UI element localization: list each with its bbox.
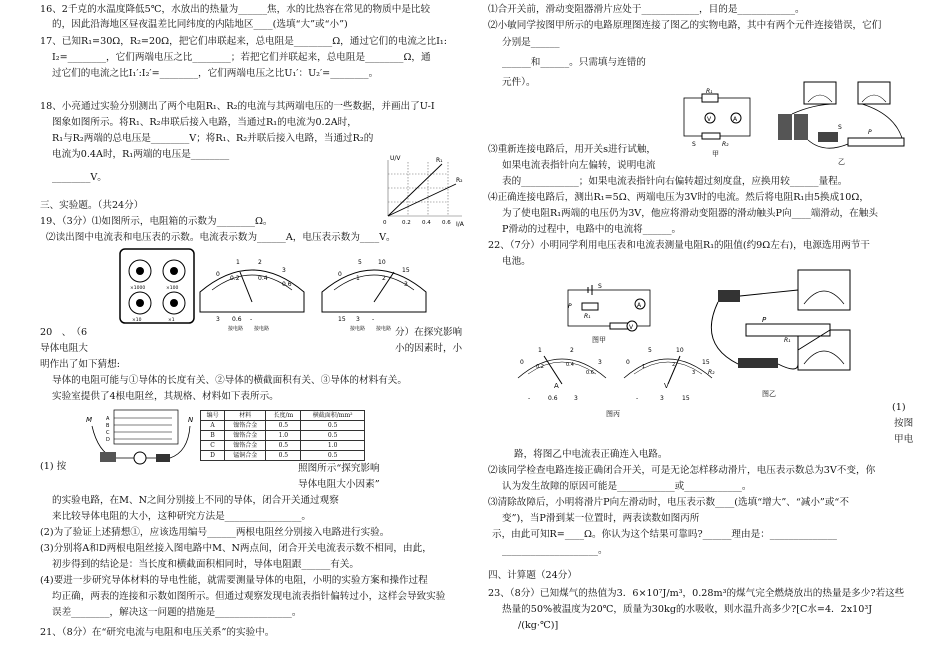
- bing-a-scale-3: 3: [598, 359, 602, 366]
- q20-1-line1: (1) 按: [40, 461, 67, 472]
- ui-tick-3: 0.6: [442, 220, 451, 226]
- wire-label-b: B: [106, 423, 110, 429]
- q20-line3: 明作出了如下猜想:: [40, 359, 120, 370]
- ui-tick-1: 0.2: [402, 220, 411, 226]
- q21-2-line4: 元件）。: [502, 77, 536, 88]
- voltmeter-scale-5: 5: [358, 259, 362, 266]
- q20-2: (2)为了验证上述猜想①，应该选用编号______两根电阻丝分别接入电路进行实验。: [40, 527, 390, 538]
- q22-2-line1: ⑵该同学检查电路连接正确闭合开关，可是无论怎样移动滑片，电压表示数总为3V不变，你: [488, 465, 876, 476]
- table-cell: 镍铬合金: [225, 431, 266, 441]
- jia-a: A: [733, 116, 738, 123]
- table-cell: B: [201, 431, 225, 441]
- q20-1-line2: 的实验电路，在M、N之间分别接上不同的导体，闭合开关通过观察: [52, 495, 339, 506]
- voltmeter-scale-0: 0: [338, 271, 342, 278]
- bing-v-post-3: 3: [660, 395, 664, 402]
- ammeter-scale-3: 3: [282, 267, 286, 274]
- q18-line1: 18、小亮通过实验分别测出了两个电阻R₁、R₂的电流与其两端电压的一些数据，并画出了U-I: [40, 101, 435, 112]
- jia-v: V: [707, 116, 712, 123]
- q22-3-line1: ⑶清除故障后，小明将滑片P向左滑动时，电压表示数____(选填“增大”、“减小”或“不: [488, 497, 849, 508]
- q21-2-line1: ⑵小敏同学按图甲所示的电路原理图连接了图乙的实物电路，其中有两个元件连接错误，它们: [488, 20, 882, 31]
- terminal-m: M: [86, 416, 93, 424]
- figure-tu-yi: [698, 264, 878, 404]
- q20-fig-caption-b: 导体电阻大小因素”: [298, 479, 380, 490]
- q19-line2: ⑵读出图中电流表和电压表的示数。电流表示数为______A，电压表示数为____V。: [46, 232, 396, 243]
- q20-1-line3: 来比较导体电阻的大小，这种研究方法是________________。: [52, 511, 312, 522]
- q20-right-a: 分）在探究影响: [395, 327, 463, 338]
- ui-r1-label: R₁: [436, 157, 443, 164]
- q18-line4: 电流为0.4A时，R₁两端的电压是________: [52, 149, 230, 160]
- bing-a-scale-0: 0: [520, 359, 524, 366]
- tujia-a: A: [637, 302, 642, 309]
- table-header: 材料: [225, 411, 266, 421]
- q20-fig-caption-a: 照图所示“探究影响: [298, 463, 380, 474]
- q22-2-line2: 认为发生故障的原因可能是____________或____________。: [502, 481, 752, 492]
- q16-line1: 16、2千克的水温度降低5℃，水放出的热量为______焦，水的比热容在常见的物质中是比较: [40, 4, 431, 15]
- section-four-title: 四、计算题（24分）: [488, 570, 577, 581]
- yi-p: P: [868, 129, 872, 136]
- box-label-100: ×100: [166, 286, 179, 291]
- bing-v-scale-2: 2: [672, 362, 676, 368]
- box-label-10: ×10: [132, 318, 142, 323]
- section-three-title: 三、实验题。（共24分）: [40, 200, 144, 211]
- voltmeter-scale-15: 15: [402, 267, 410, 274]
- tujia-v: V: [629, 324, 634, 331]
- table-row: [201, 421, 365, 431]
- q23-line1: 23、（8分）已知煤气的热值为3．6×10⁷J/m³，0.28m³的煤气完全燃烧放出的热量是多少?若这些: [488, 588, 905, 599]
- table-cell: 0.5: [301, 451, 365, 461]
- ammeter-wire-label-2: 接电路: [254, 326, 270, 332]
- q20-4-line3: 误差________，解决这一问题的措施是________________。: [52, 607, 302, 618]
- q20-line2: 导体电阻大: [40, 343, 88, 354]
- q22-1-c: 甲电: [894, 434, 914, 445]
- bing-a-scale-2: 2: [570, 347, 574, 354]
- bing-caption: 图丙: [606, 410, 620, 418]
- ammeter-scale-2: 2: [258, 259, 262, 266]
- jia-caption: 甲: [712, 150, 719, 158]
- ui-graph-grid: [388, 160, 462, 216]
- ammeter-scale-06: 0.6: [282, 281, 292, 288]
- circuit-jia: [678, 88, 756, 158]
- q21-3-line3: 表的____________；如果电流表指针向右偏转超过刻度盘，应换用较______量程。: [502, 176, 848, 187]
- q20-3-line1: (3)分别将A和D两根电阻丝接入图电路中M、N两点间，闭合开关电流表示数不相同，由此，: [40, 543, 432, 554]
- q20-line1: 20 、 （6: [40, 327, 88, 338]
- ui-graph: [370, 150, 470, 228]
- jia-s: S: [692, 141, 696, 148]
- tujia-r1: R₁: [584, 313, 591, 320]
- q19-line1: 19、（3分）⑴如图所示，电阻箱的示数为________Ω。: [40, 216, 273, 227]
- ammeter-dial: [192, 254, 312, 332]
- bing-a-post-3: 3: [574, 395, 578, 402]
- ammeter-scale-0: 0: [216, 271, 220, 278]
- bing-a-scale-06: 0.6: [586, 370, 594, 376]
- ammeter-post-neg: -: [250, 316, 253, 323]
- q20-4-line1: (4)要进一步研究导体材料的导电性能，就需要测量导体的电阻，小明的实验方案和操作过程: [40, 575, 428, 586]
- q22-3-line3: 示，由此可知R=____Ω。你认为这个结果可靠吗?______理由是：______________: [492, 529, 837, 540]
- table-cell: 镍铬合金: [225, 441, 266, 451]
- table-row: [201, 441, 365, 451]
- ammeter-scale-1: 1: [236, 259, 240, 266]
- q22-1-b: 按图: [894, 418, 914, 429]
- q20-3-line2: 初步得到的结论是：当长度和横截面积相同时，导体电阻跟______有关。: [52, 559, 359, 570]
- tujia-caption: 图甲: [592, 336, 606, 344]
- box-label-1: ×1: [168, 318, 175, 323]
- figure-tu-jia: [562, 282, 658, 346]
- tuyi-r1: R₁: [784, 337, 791, 344]
- q21-2-line3: ______和______。只需填与连错的: [502, 57, 646, 68]
- ammeter-post-06: 0.6: [232, 316, 242, 323]
- jia-r1: R₁: [706, 88, 713, 95]
- ammeter-scale-04: 0.4: [258, 275, 268, 282]
- q21-4-line1: ⑷正确连接电路后，测出R₁=5Ω、两端电压为3V时的电流。然后将电阻R₁由5换成10Ω，: [488, 192, 869, 203]
- bing-a-scale-04: 0.4: [566, 362, 574, 368]
- terminal-n: N: [188, 416, 194, 424]
- table-header: 横截面积/mm²: [301, 411, 365, 421]
- q20-circuit: [80, 408, 200, 472]
- yi-s: S: [838, 124, 842, 131]
- q20-line4: 导体的电阻可能与①导体的长度有关、②导体的横截面积有关、③导体的材料有关。: [52, 375, 407, 386]
- q18-line5: ________V。: [52, 172, 107, 183]
- voltmeter-scale-1: 1: [356, 275, 360, 282]
- tujia-p: P: [568, 303, 572, 310]
- ui-r2-label: R₂: [456, 177, 463, 184]
- resistance-box: [118, 247, 198, 327]
- voltmeter-wire-label-1: 接电路: [350, 326, 366, 332]
- q20-right-b: 小的因素时，小: [395, 343, 463, 354]
- q22-line2: 电池。: [502, 256, 531, 267]
- circuit-yi: [774, 74, 914, 170]
- table-row: [201, 431, 365, 441]
- table-cell: 1.0: [266, 431, 301, 441]
- table-cell: D: [201, 451, 225, 461]
- bing-v-scale-3: 3: [692, 370, 696, 376]
- table-cell: 0.5: [301, 421, 365, 431]
- q21-3-line1: ⑶重新连接电路后，用开关s进行试触，: [488, 144, 657, 155]
- q21-4-line3: P滑动的过程中，电路中的电流将______。: [502, 224, 682, 235]
- table-cell: 0.5: [266, 451, 301, 461]
- q20-line5: 实验室提供了4根电阻丝，其规格、材料如下表所示。: [52, 391, 279, 402]
- q20-4-line2: 均正确，两表的连接和示数如图所示。但通过观察发现电流表指针偏转过小，这样会导致实验: [52, 591, 446, 602]
- bing-v-scale-10: 10: [676, 347, 684, 354]
- voltmeter-scale-2: 2: [382, 275, 386, 282]
- box-label-1000: ×1000: [130, 286, 146, 291]
- q22-1-a: (1): [892, 402, 906, 413]
- table-cell: A: [201, 421, 225, 431]
- bing-v-letter: V: [664, 382, 669, 390]
- q22-1-d: 路，将图乙中电流表正确连入电路。: [514, 449, 668, 460]
- bing-a-scale-1: 1: [538, 347, 542, 354]
- q21-1: ⑴合开关前，滑动变阻器滑片应处于____________，目的是____________。: [488, 4, 805, 15]
- ui-line-r1: [388, 164, 442, 216]
- q23-line2: 热量的50%被温度为20℃，质量为30kg的水吸收，则水温升高多少?[C水=4．2x10³J: [502, 604, 873, 615]
- bing-v-scale-0: 0: [626, 359, 630, 366]
- voltmeter-scale-3: 3: [404, 281, 408, 288]
- yi-caption: 乙: [838, 158, 845, 166]
- tuyi-r2: R₂: [708, 369, 715, 376]
- ui-xlabel: I/A: [456, 221, 464, 228]
- bing-a-letter: A: [554, 382, 559, 390]
- q17-line1: 17、已知R₁=30Ω，R₂=20Ω，把它们串联起来，总电阻是________Ω，通过它们的电流之比I₁:: [40, 36, 447, 47]
- bing-v-scale-5: 5: [648, 347, 652, 354]
- wire-label-a: A: [106, 416, 110, 422]
- tuyi-p: P: [762, 316, 767, 324]
- voltmeter-scale-10: 10: [378, 259, 386, 266]
- table-header: 长度/m: [266, 411, 301, 421]
- table-header: 编号: [201, 411, 225, 421]
- figure-tu-bing: [514, 344, 724, 422]
- bing-v-post-15: 15: [682, 395, 690, 402]
- table-cell: 0.5: [266, 421, 301, 431]
- q22-line1: 22、（7分）小明同学利用电压表和电流表测量电阻R₁的阻值(约9Ω左右)，电源选用两节干: [488, 240, 870, 251]
- ui-ylabel: U/V: [390, 155, 401, 162]
- voltmeter-post-neg: -: [372, 316, 375, 323]
- bing-v-scale-1: 1: [642, 364, 646, 370]
- q22-3-line2: 变”)，当P滑到某一位置时，两表读数如图丙所: [502, 513, 700, 524]
- table-row: [201, 451, 365, 461]
- q21-line1: 21、（8分）在“研究电流与电阻和电压关系”的实验中。: [40, 627, 275, 638]
- ammeter-post-3: 3: [216, 316, 220, 323]
- wire-label-c: C: [106, 430, 110, 436]
- table-cell: 0.5: [266, 441, 301, 451]
- voltmeter-post-3: 3: [356, 316, 360, 323]
- q21-3-line2: 如果电流表指针向左偏转，说明电流: [502, 160, 656, 171]
- q22-3-line4: ____________________。: [502, 545, 608, 556]
- bing-v-scale-15: 15: [702, 359, 710, 366]
- voltmeter-dial: [314, 254, 434, 332]
- ammeter-wire-label-1: 接电路: [228, 326, 244, 332]
- wire-label-d: D: [106, 437, 110, 443]
- q21-4-line2: 为了使电阻R₁两端的电压仍为3V，他应将滑动变阻器的滑动触头P向____端滑动，在触头: [502, 208, 878, 219]
- ui-tick-0: 0: [383, 220, 387, 226]
- bing-a-post-neg: -: [528, 395, 531, 402]
- q16-line2: 的，因此沿海地区昼夜温差比同纬度的内陆地区____(选填“大”或“小”): [52, 19, 348, 30]
- table-cell: C: [201, 441, 225, 451]
- ammeter-scale-02: 0.2: [230, 275, 240, 282]
- wire-spec-table: [200, 410, 365, 461]
- q18-line3: R₁与R₂两端的总电压是________V；将R₁、R₂并联后接入电路，当通过R₂的: [52, 133, 374, 144]
- tujia-s: S: [598, 283, 602, 290]
- q23-line3: /(kg·℃)]: [518, 620, 559, 631]
- tuyi-caption: 图乙: [762, 390, 776, 398]
- q17-line2: I₂=________，它们两端电压之比________；若把它们并联起来，总电阻是________Ω，通: [52, 52, 431, 63]
- bing-a-scale-02: 0.2: [536, 364, 544, 370]
- bing-a-post-06: 0.6: [548, 395, 558, 402]
- table-cell: 1.0: [301, 441, 365, 451]
- voltmeter-wire-label-2: 接电路: [376, 326, 392, 332]
- q21-2-line2: 分别是______: [502, 37, 560, 48]
- voltmeter-post-15: 15: [338, 316, 346, 323]
- table-cell: 镍铬合金: [225, 421, 266, 431]
- table-cell: 锰铜合金: [225, 451, 266, 461]
- ui-tick-2: 0.4: [422, 220, 431, 226]
- q18-line2: 图象如图所示。将R₁、R₂串联后接入电路，当通过R₁的电流为0.2A时，: [52, 117, 357, 128]
- q17-line3: 过它们的电流之比I₁′:I₂′=________，它们两端电压之比U₁′：U₂′=________。: [52, 68, 379, 79]
- jia-r2: R₂: [722, 141, 729, 148]
- ui-line-r2: [388, 184, 456, 216]
- bing-v-post-neg: -: [636, 395, 639, 402]
- table-cell: 0.5: [301, 431, 365, 441]
